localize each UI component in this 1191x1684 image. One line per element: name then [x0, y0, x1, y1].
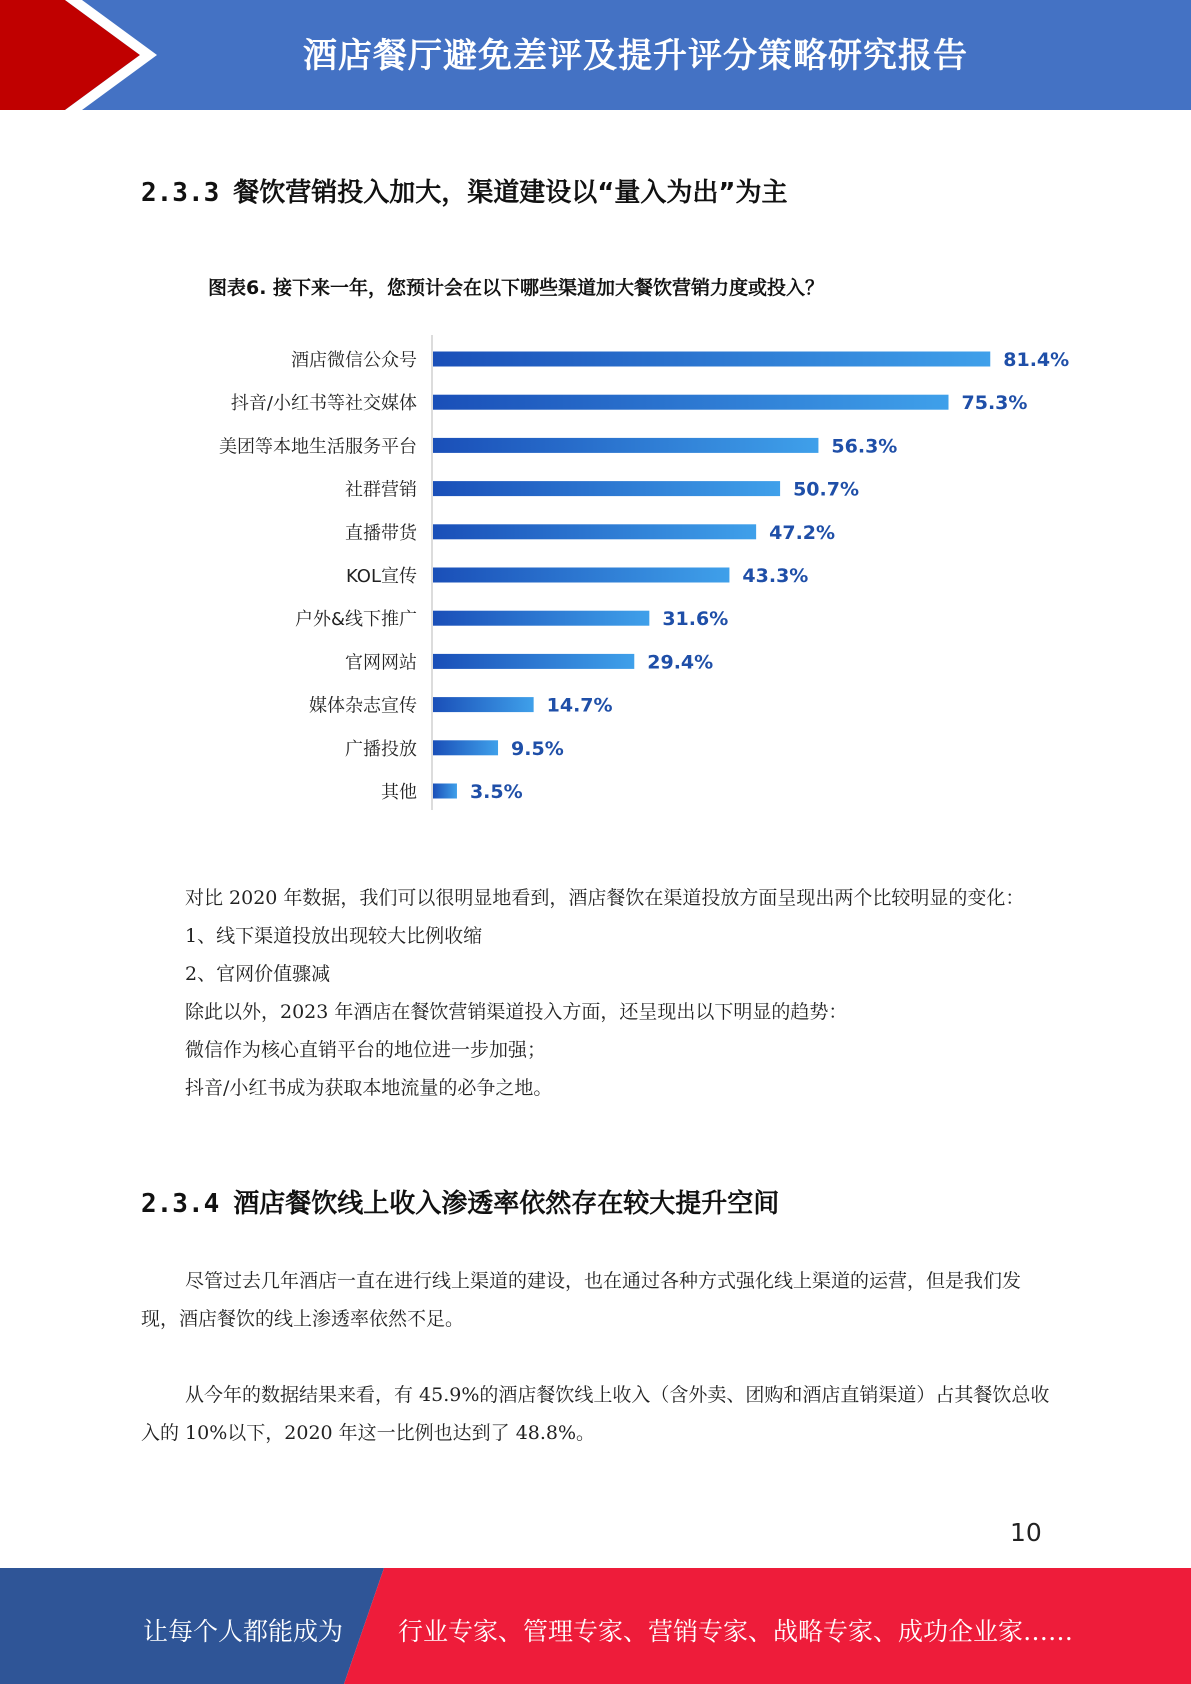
paragraph: 对比 2020 年数据，我们可以很明显地看到，酒店餐饮在渠道投放方面呈现出两个比较明显的变化：: [185, 887, 1025, 909]
paragraph: 抖音/小红书成为获取本地流量的必争之地。: [185, 1077, 553, 1099]
value-label: 75.3%: [961, 392, 1028, 415]
paragraph: 除此以外，2023 年酒店在餐饮营销渠道投入方面，还呈现出以下明显的趋势：: [185, 1001, 848, 1023]
bar: [433, 352, 990, 367]
bar: [433, 438, 818, 453]
section-title: 餐饮营销投入加大，渠道建设以“量入为出”为主: [233, 178, 788, 208]
bar-chart: [185, 255, 1075, 815]
analysis-text: [141, 879, 1056, 1107]
category-label: 酒店微信公众号: [291, 350, 417, 371]
report-title: 酒店餐厅避免差评及提升评分策略研究报告: [303, 36, 968, 76]
section-heading-233: [141, 172, 787, 209]
value-label: 47.2%: [769, 521, 836, 544]
bar: [433, 697, 534, 712]
list-item: 2、官网价值骤减: [185, 963, 331, 985]
list-item: 1、线下渠道投放出现较大比例收缩: [185, 925, 483, 947]
chart-title: 图表6. 接下来一年，您预计会在以下哪些渠道加大餐饮营销力度或投入？: [208, 277, 825, 299]
section-number: 2.3.4: [141, 1189, 220, 1219]
page-header: [0, 0, 1191, 110]
category-label: 其他: [381, 782, 417, 803]
bar: [433, 654, 634, 669]
value-label: 3.5%: [469, 781, 523, 803]
value-label: 31.6%: [662, 608, 729, 631]
footer-roles: 行业专家、管理专家、营销专家、战略专家、成功企业家……: [398, 1617, 1074, 1646]
bar: [433, 395, 949, 410]
footer-slogan: 让每个人都能成为: [143, 1617, 344, 1646]
page-number: 10: [1010, 1518, 1042, 1547]
value-label: 50.7%: [793, 478, 860, 501]
category-label: 美团等本地生活服务平台: [219, 436, 417, 458]
value-label: 81.4%: [1003, 349, 1070, 371]
section-title: 酒店餐饮线上收入渗透率依然存在较大提升空间: [233, 1189, 780, 1219]
penetration-text: [141, 1262, 1056, 1452]
channel-investment-chart: [185, 255, 1075, 815]
bar: [433, 740, 498, 755]
category-label: 媒体杂志宣传: [309, 695, 417, 717]
value-label: 56.3%: [831, 435, 898, 458]
section-number: 2.3.3: [141, 178, 220, 208]
paragraph: 微信作为核心直销平台的地位进一步加强；: [185, 1039, 547, 1061]
value-label: 29.4%: [647, 651, 714, 674]
value-label: 14.7%: [546, 694, 613, 717]
category-label: KOL宣传: [345, 566, 417, 587]
category-label: 户外&线下推广: [294, 609, 417, 631]
value-label: 9.5%: [511, 737, 564, 760]
bar: [433, 524, 756, 539]
category-label: 官网网站: [345, 652, 417, 674]
category-label: 直播带货: [345, 522, 417, 544]
category-label: 抖音/小红书等社交媒体: [230, 393, 417, 415]
section-heading-234: [141, 1183, 779, 1220]
bar: [433, 611, 649, 626]
page-footer: [0, 1568, 1191, 1684]
category-label: 广播投放: [345, 738, 417, 760]
value-label: 43.3%: [742, 565, 809, 587]
bar: [433, 568, 729, 583]
category-label: 社群营销: [345, 479, 417, 501]
bar: [433, 481, 780, 496]
paragraph: 从今年的数据结果来看，有 45.9%的酒店餐饮线上收入（含外卖、团购和酒店直销渠道）占其餐饮总收入的 10%以下，2020 年这一比例也达到了 48.8%。: [141, 1384, 1050, 1444]
paragraph: 尽管过去几年酒店一直在进行线上渠道的建设，也在通过各种方式强化线上渠道的运营，但是我们发现，酒店餐饮的线上渗透率依然不足。: [141, 1270, 1022, 1330]
bar: [433, 784, 457, 799]
